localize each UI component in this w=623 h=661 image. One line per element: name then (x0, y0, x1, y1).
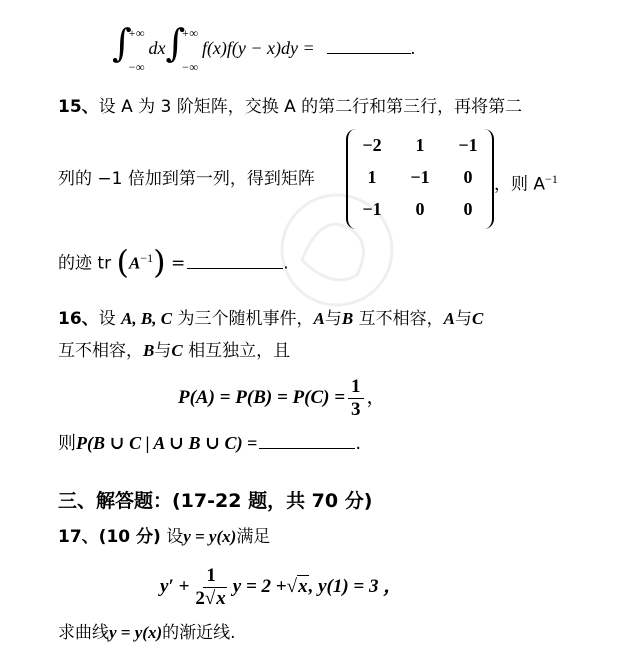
left-paren: ( (116, 242, 129, 281)
q16-vars: A, B, C (121, 309, 173, 328)
q17-ode (160, 560, 402, 614)
q17-den-coef: 2 (195, 588, 205, 610)
integral-1-upper: +∞ (127, 25, 145, 40)
section-3-title-text: 三、解答题：(17-22 题，共 70 分) (58, 490, 373, 512)
answer-blank-16[interactable] (259, 434, 355, 449)
q17-points: (10 分) (98, 527, 161, 547)
q17-text-3c: 的渐近线. (162, 623, 236, 643)
integral-sign-1: ∫ (112, 21, 132, 65)
q15-number: 15、 (58, 97, 99, 117)
q15-equals: = (170, 253, 186, 274)
integral-2-lower: −∞ (181, 59, 198, 74)
q15-line2-suffix (494, 168, 558, 196)
integral-1-lower: −∞ (127, 59, 145, 74)
right-paren: ) (153, 242, 166, 281)
q17-eq-a: y′ + (160, 576, 190, 597)
q15-line2-suffix-text: ，则 A (494, 174, 546, 195)
q17-eq-b: y = 2 + (232, 576, 287, 597)
q17-line3 (58, 622, 236, 644)
q16-text-2a: 互不相容， (58, 341, 143, 361)
matrix-cell: 0 (463, 199, 473, 219)
q17-eq-c: , y(1) = 3 ， (308, 576, 403, 597)
answer-blank-15[interactable] (187, 254, 283, 269)
q16-var-b1: B (341, 309, 354, 328)
q15-trace-inner: A (128, 253, 141, 273)
q17-text-1a: 设 (166, 527, 184, 547)
q16-fraction (348, 376, 364, 421)
q15-line1-text: 设 A 为 3 阶矩阵，交换 A 的第二行和第三行，再将第二 (98, 97, 523, 117)
matrix-cell: 0 (463, 167, 473, 187)
q16-text-2c: 与 (154, 341, 172, 361)
q17-frac-num: 1 (203, 565, 219, 588)
matrix-cell: −1 (362, 199, 382, 219)
matrix-cell: −2 (362, 135, 382, 155)
q17-fraction (192, 565, 229, 610)
q16-var-c2: C (171, 341, 183, 360)
q16-line2 (58, 340, 290, 362)
q16-text-2e: 相互独立，且 (188, 341, 291, 361)
answer-blank-14[interactable] (327, 39, 411, 54)
q15-line3 (58, 244, 289, 279)
q16-text-1d: 与 (324, 309, 342, 329)
q16-frac-den: 3 (351, 399, 361, 421)
q16-probability-formula (178, 374, 386, 422)
q16-var-b2: B (143, 341, 155, 360)
q15-trace-sup: −1 (140, 251, 154, 265)
q15-trace-label: 的迹 tr (58, 253, 112, 274)
q16-text-4a: 则 (58, 433, 76, 454)
q17-text-3a: 求曲线 (58, 623, 109, 643)
integrand-text: f(x)f(y − x)dy = (201, 38, 315, 58)
q15-matrix (346, 129, 494, 229)
q15-line2-sup: −1 (545, 172, 558, 186)
section-3-title (58, 490, 372, 512)
q17-line1 (58, 526, 270, 548)
matrix-cell: −1 (410, 167, 430, 187)
q15-end-period: . (283, 253, 289, 274)
matrix-cell: 0 (415, 199, 425, 219)
q16-text-1a: 设 (98, 309, 116, 329)
q17-func: y = y(x) (183, 527, 237, 546)
q16-number: 16、 (58, 309, 99, 329)
q17-frac-den (192, 588, 229, 610)
q17-number: 17、 (58, 527, 99, 547)
q16-end-period: . (355, 433, 362, 454)
q17-sqrt-radicand: x (298, 576, 308, 597)
q15-line1 (58, 96, 522, 118)
q15-line2-prefix (58, 168, 315, 190)
q17-text-1c: 满足 (236, 527, 271, 547)
q16-text-1h: 与 (454, 309, 472, 329)
q16-var-c1: C (471, 309, 484, 328)
matrix-cell: 1 (367, 167, 377, 187)
top-integral-formula (112, 21, 416, 74)
q17-den-radicand: x (216, 588, 226, 610)
q16-formula-lhs: P(A) = P(B) = P(C) = (178, 387, 346, 408)
formula-end-period: . (411, 38, 416, 58)
q16-frac-num: 1 (348, 376, 364, 399)
q16-conditional-prob: P(B ∪ C | A ∪ B ∪ C) = (76, 433, 258, 453)
q16-var-a1: A (313, 309, 325, 328)
q16-text-1f: 互不相容， (358, 309, 444, 329)
q16-line4 (58, 432, 361, 455)
q16-line1 (58, 308, 483, 330)
q15-line2-prefix-text: 列的 −1 倍加到第一列，得到矩阵 (58, 169, 315, 189)
sqrt-icon: √ (204, 588, 216, 610)
q16-var-a2: A (443, 309, 455, 328)
sqrt-icon: √ (286, 576, 298, 597)
q16-text-1b: 为三个随机事件， (177, 309, 314, 329)
q16-formula-end: ， (366, 387, 386, 408)
matrix-cell: 1 (415, 135, 425, 155)
matrix-cell: −1 (458, 135, 478, 155)
q17-curve: y = y(x) (109, 623, 163, 642)
integral-2-upper: +∞ (181, 25, 198, 40)
dx-text: dx (148, 38, 166, 58)
integral-sign-2: ∫ (165, 21, 186, 65)
